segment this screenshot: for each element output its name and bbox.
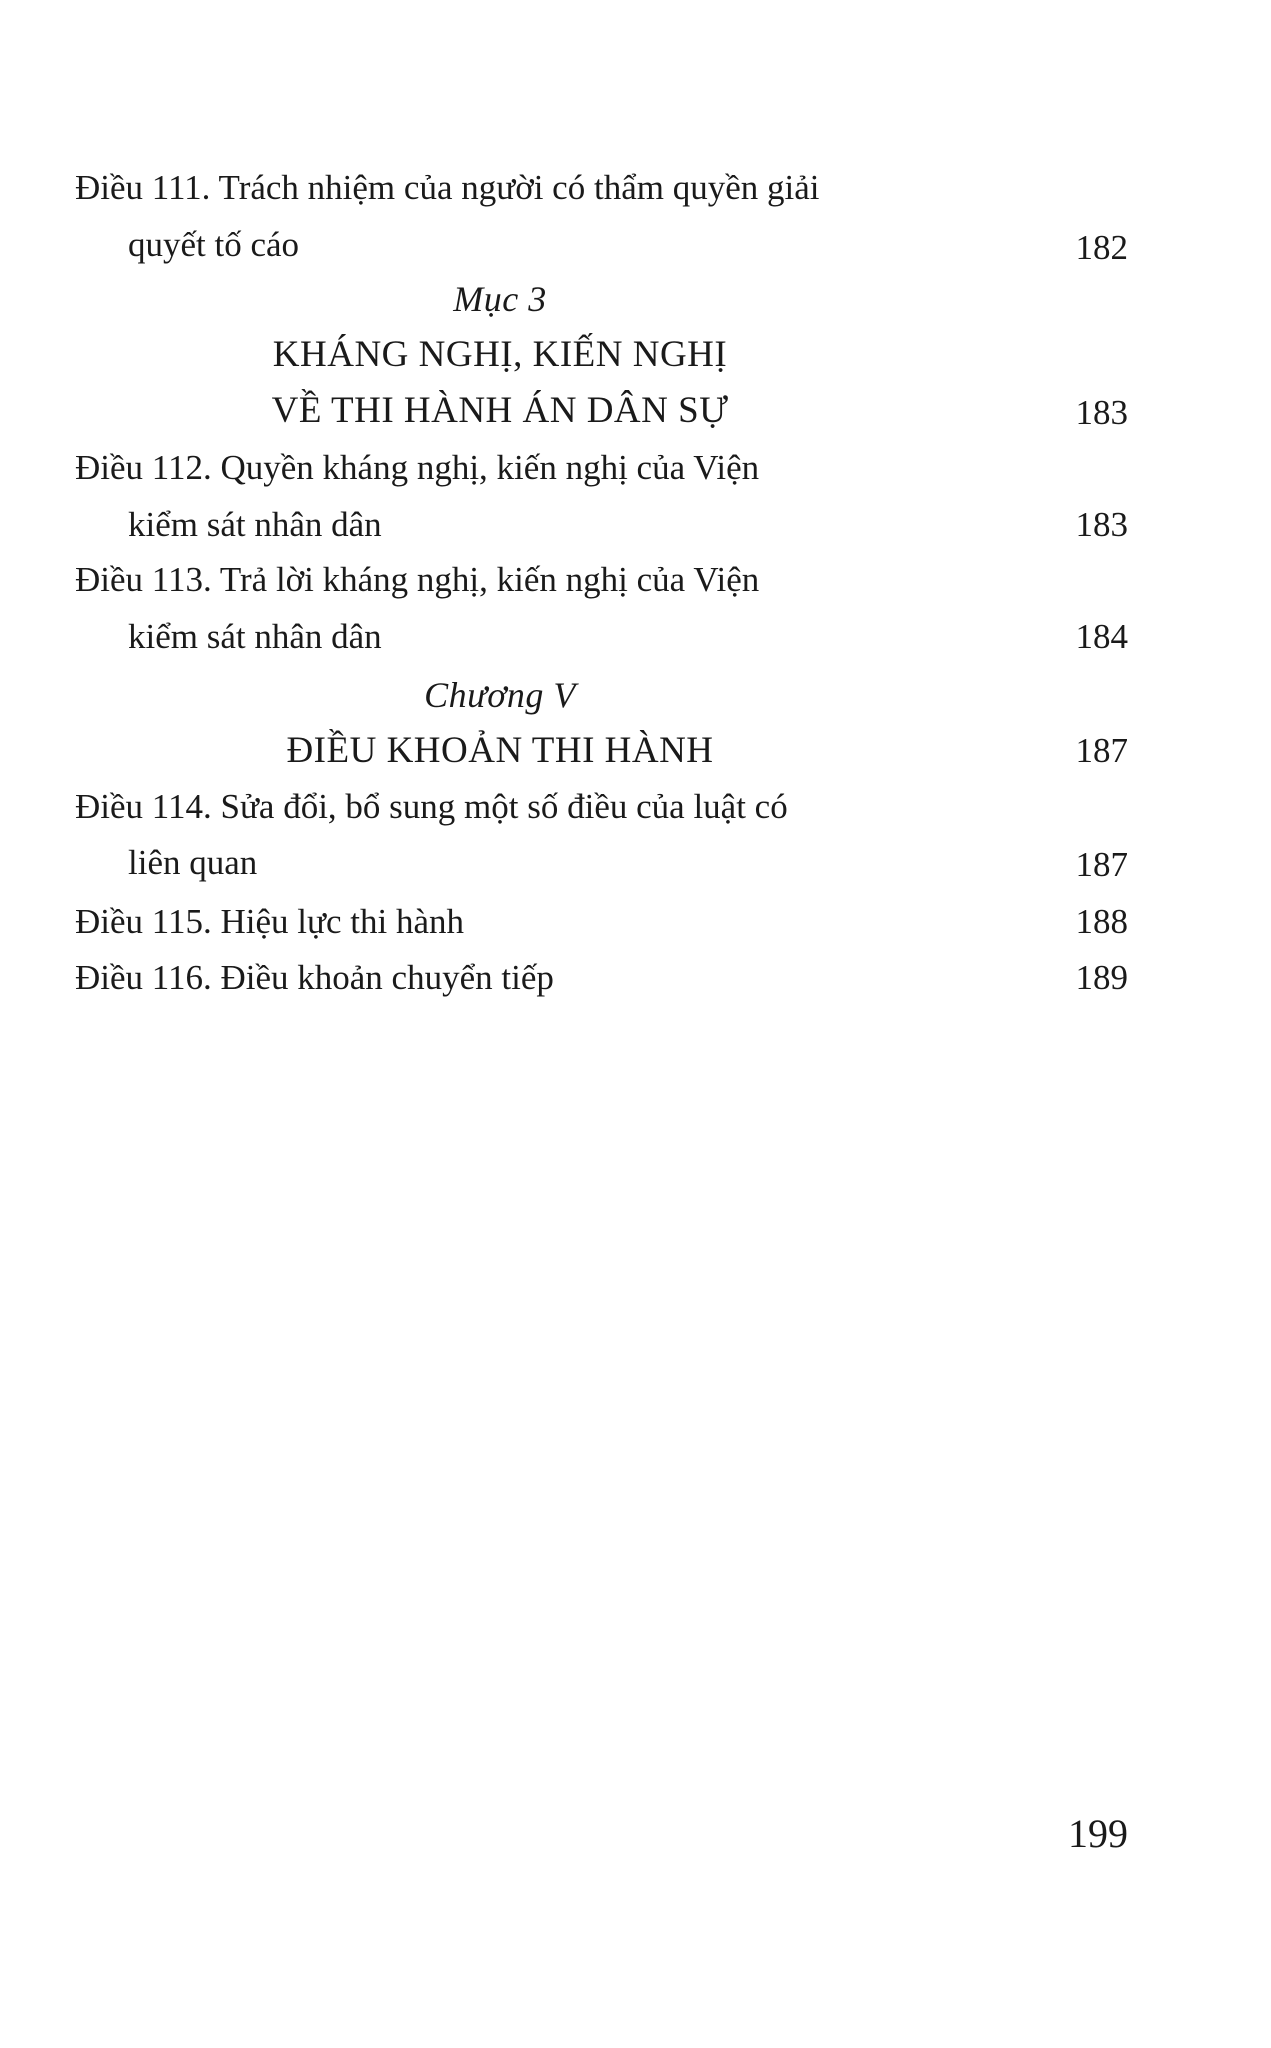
chapter-title: ĐIỀU KHOẢN THI HÀNH	[286, 730, 714, 771]
section-title-line1: KHÁNG NGHỊ, KIẾN NGHỊ	[272, 334, 728, 375]
toc-entry-112-line1: Điều 112. Quyền kháng nghị, kiến nghị của Viện	[75, 448, 760, 487]
toc-entry-112-page: 183	[1075, 505, 1128, 544]
toc-entry-111-line2: quyết tố cáo	[128, 225, 300, 264]
page-number: 199	[1068, 1811, 1128, 1856]
toc-entry-114-line1: Điều 114. Sửa đổi, bổ sung một số điều của luật có	[75, 787, 788, 826]
toc-entry-116-page: 189	[1075, 958, 1128, 997]
toc-entry-115: Điều 115. Hiệu lực thi hành	[75, 902, 464, 941]
toc-entry-116: Điều 116. Điều khoản chuyển tiếp	[75, 958, 554, 997]
section-title-line2: VỀ THI HÀNH ÁN DÂN SỰ	[271, 390, 729, 431]
toc-entry-111-page: 182	[1075, 228, 1128, 267]
chapter-label: Chương V	[424, 675, 576, 715]
toc-entry-113-page: 184	[1075, 617, 1128, 656]
toc-entry-113-line1: Điều 113. Trả lời kháng nghị, kiến nghị của Viện	[75, 560, 760, 599]
toc-entry-112-line2: kiểm sát nhân dân	[128, 505, 382, 544]
toc-entry-115-page: 188	[1075, 902, 1128, 941]
toc-entry-111-line1: Điều 111. Trách nhiệm của người có thẩm quyền giải	[75, 168, 820, 207]
toc-entry-114-page: 187	[1075, 845, 1128, 884]
chapter-page: 187	[1075, 731, 1128, 770]
toc-entry-113-line2: kiểm sát nhân dân	[128, 617, 382, 656]
section-page: 183	[1075, 393, 1128, 432]
toc-entry-114-line2: liên quan	[128, 843, 258, 882]
section-label: Mục 3	[453, 279, 547, 319]
